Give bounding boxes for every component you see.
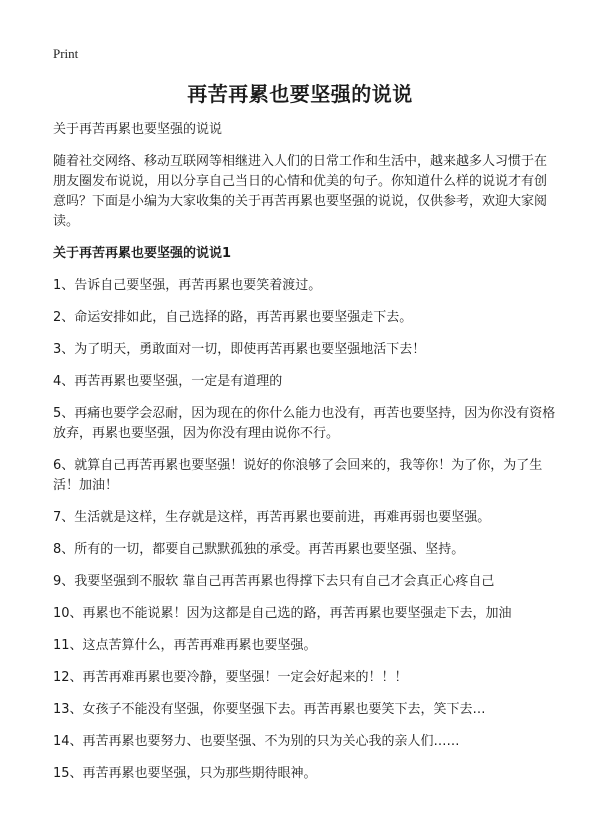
list-item: 8、所有的一切，都要自己默默孤独的承受。再苦再累也要坚强、坚持。 <box>53 542 465 557</box>
list-item: 3、为了明天，勇敢面对一切，即使再苦再累也要坚强地活下去！ <box>53 342 426 357</box>
list-item: 11、这点苦算什么，再苦再难再累也要坚强。 <box>53 638 317 653</box>
list-item: 7、生活就是这样，生存就是这样，再苦再累也要前进，再难再弱也要坚强。 <box>53 510 491 525</box>
list-item: 6、就算自己再苦再累也要坚强！说好的你浪够了会回来的，我等你！为了你，为了生活！加油！ <box>53 458 543 493</box>
article-body <box>53 120 558 796</box>
article-subtitle: 关于再苦再累也要坚强的说说 <box>53 122 223 137</box>
sayings-list <box>53 276 558 784</box>
intro-paragraph: 随着社交网络、移动互联网等相继进入人们的日常工作和生活中，越来越多人习惯于在朋友圈发布说说，用以分享自己当日的心情和优美的句子。你知道什么样的说说才有创意吗？下面是小编为大家收集的关于再苦再累也要坚强的说说，仅供参考，欢迎大家阅读。 <box>53 154 548 229</box>
list-item: 10、再累也不能说累！因为这都是自己选的路，再苦再累也要坚强走下去，加油 <box>53 606 512 621</box>
list-item: 9、我要坚强到不服软 靠自己再苦再累也得撑下去只有自己才会真正心疼自己 <box>53 574 495 589</box>
list-item: 13、女孩子不能没有坚强，你要坚强下去。再苦再累也要笑下去，笑下去… <box>53 702 486 717</box>
list-item: 4、再苦再累也要坚强，一定是有道理的 <box>53 374 283 389</box>
list-item: 5、再痛也要学会忍耐，因为现在的你什么能力也没有，再苦也要坚持，因为你没有资格放弃，再累也要坚强，因为你没有理由说你不行。 <box>53 406 556 441</box>
section-heading: 关于再苦再累也要坚强的说说1 <box>53 246 232 261</box>
list-item: 12、再苦再难再累也要冷静，要坚强！一定会好起来的！！！ <box>53 670 408 685</box>
page-title: 再苦再累也要坚强的说说 <box>187 82 413 106</box>
list-item: 2、命运安排如此，自己选择的路，再苦再累也要坚强走下去。 <box>53 310 413 325</box>
list-item: 1、告诉自己要坚强，再苦再累也要笑着渡过。 <box>53 278 322 293</box>
list-item: 14、再苦再累也要努力、也要坚强、不为别的只为关心我的亲人们…… <box>53 734 460 749</box>
print-link[interactable]: Print <box>53 46 79 61</box>
list-item: 15、再苦再累也要坚强，只为那些期待眼神。 <box>53 766 317 781</box>
